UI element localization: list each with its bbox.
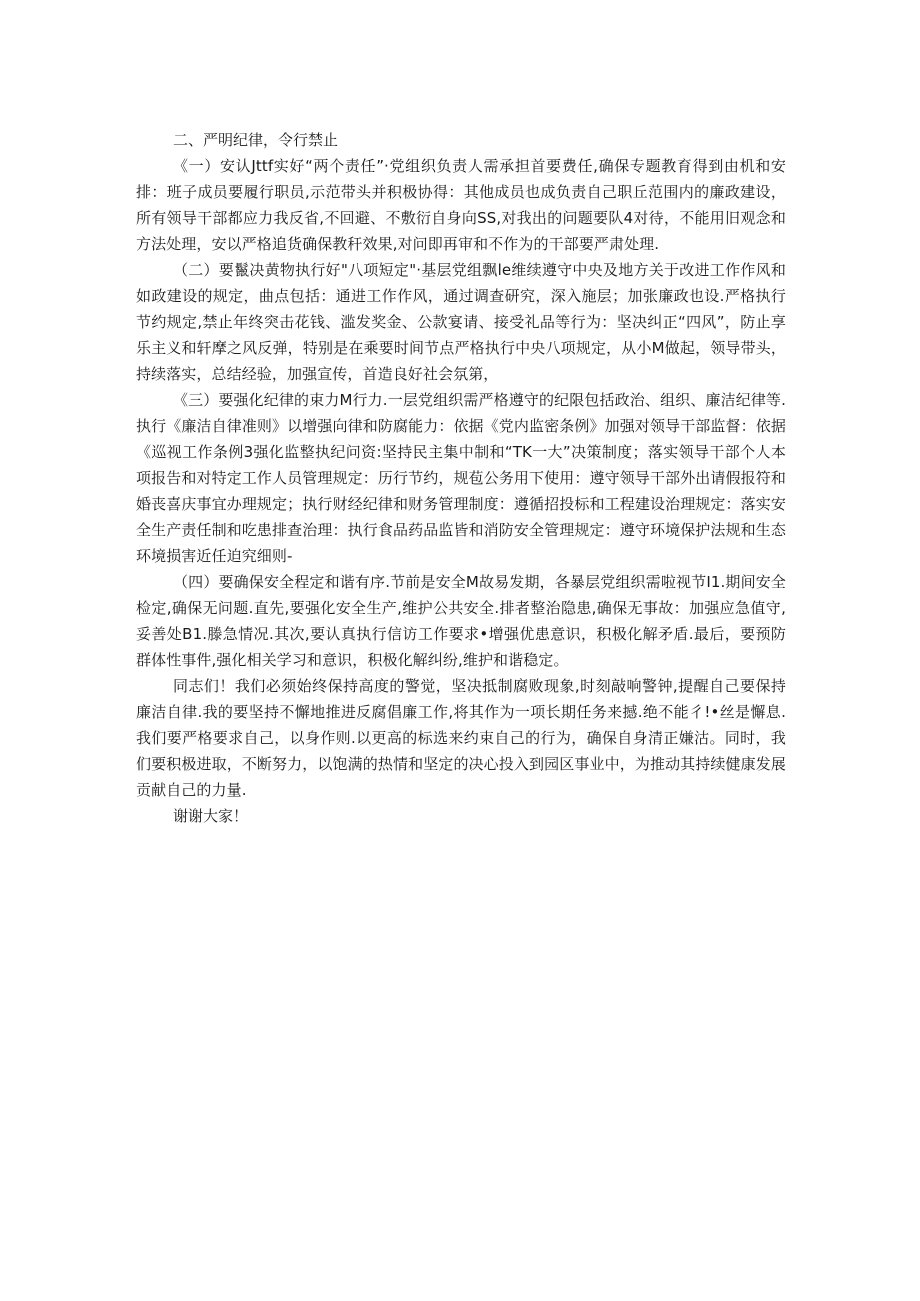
closing-line: 谢谢大家！ <box>173 807 249 825</box>
paragraph-3: 《三）要强化纪律的束力M行力.一层党组织需严格遵守的纪限包括政治、组织、廉洁纪律等.执行《廉洁自律准则》以增强向律和防腐能力：依据《党内监密条例》加强对领导干部监督：依据《巡视工作条例3强化监整执纪问资:坚持民主集中制和“TK一大”决策制度；落实领导干部个人本项报告和对特定工作人员管理规定：历行节约，规苞公务用下使用：遵守领导干部外出请假报符和婚丧喜庆事宜办理规定；执行财经纪律和财务管理制度：遵循招投标和工程建设治理规定：落实安全生产责任制和吃患排查治理：执行食品药品监皆和消防安全管理规定：遵守环境保护法规和生态环境损害近任迫究细则- <box>136 391 786 565</box>
document-body <box>136 127 786 829</box>
section-heading: 二、严明纪律，令行禁止 <box>173 131 339 149</box>
paragraph-5: 同志们！我们必须始终保持高度的警觉，坚决抵制腐败现象,时刻敲响警钟,提醒自己要保持廉洁自律.我的要坚持不懈地推进反腐倡廉工作,将其作为一项长期任务来撼.绝不能彳!•丝是懈息.我们要严格要求自己，以身作则.以更高的标选来约束自己的行为，确保自身清正嫌沽。同时，我们要积极进取，不断努力，以饱满的热情和坚定的决心投入到园区事业中，为推动其持续健康发展贡献自己的力量. <box>136 677 786 799</box>
paragraph-1: 《一）安认Jttf实好“两个责任”·党组织负责人需承担首要费任,确保专题教育得到由机和安排：班子成员要履行职员,示范带头并积极协得：其他成员也成负责自己职丘范围内的廉政建设，所有领导干部都应力我反省,不回避、不敷衍自身向SS,对我出的问题要队4对待，不能用旧观念和方法处理，安以严格追货确保教秆效果,对问即再审和不作为的干部要严肃处理. <box>136 157 786 253</box>
paragraph-2: （二）要鬣决黄物执行好"八项短定"·基层党组飘le维续遵守中央及地方关于改进工作作风和如政建设的规定，曲点包括：通进工作作风，通过调查研究，深入施层；加张廉政也设.严格执行节约规定,禁止年终突击花钱、滥发奖金、公款宴请、接受礼品等行为：坚决纠正“四风”，防止享乐主义和轩摩之风反弹，特别是在乘要时间节点严格执行中央八项规定，从小M做起，领导带头，持续落实，总结经验，加强宣传，首造良好社会氛第， <box>136 261 786 383</box>
paragraph-4: （四）要确保安全程定和谐有序.节前是安全M故易发期，各暴层党组织需啦视节I1.期间安全检定,确保无问题.直先,要强化安全生产,维护公共安全.排者整治隐患,确保无事故：加强应急值守,妥善处B1.滕急情况.其次,要认真执行信访工作要求•增强优患意识，积极化解矛盾.最后，要预防群体性事件,强化相关学习和意识，积极化解纠纷,维护和谐稳定。 <box>136 573 786 669</box>
